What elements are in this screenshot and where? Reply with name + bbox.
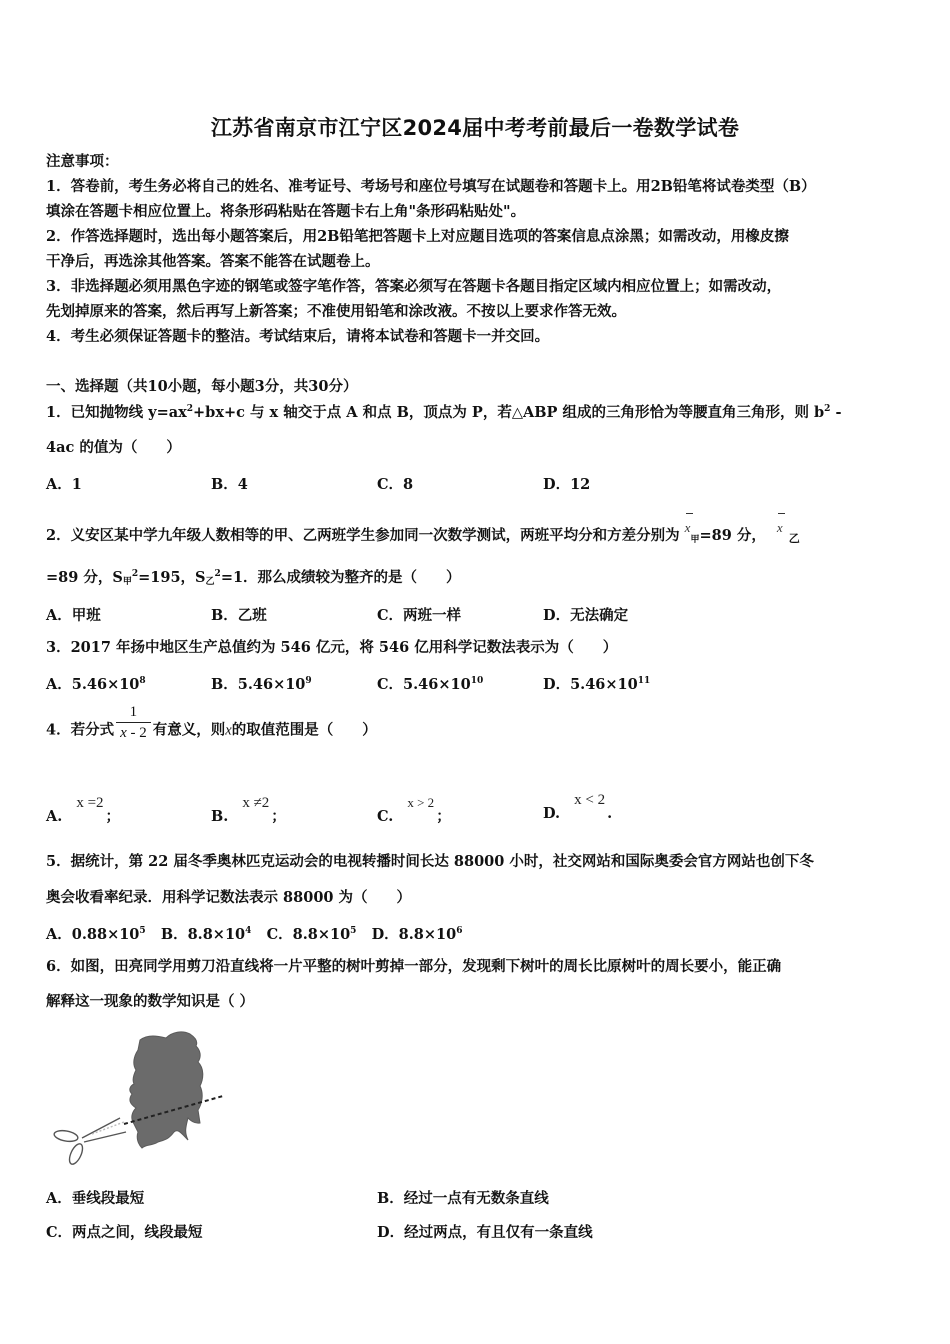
notice-line: 填涂在答题卡相应位置上。将条形码粘贴在答题卡右上角"条形码粘贴处"。 <box>46 203 526 220</box>
q6-option-c: C．两点之间，线段最短 <box>46 1224 203 1241</box>
q6-option-b: B．经过一点有无数条直线 <box>377 1190 549 1207</box>
question-5-line2: 奥会收看率纪录．用科学记数法表示 88000 为（ ） <box>46 889 412 906</box>
superscript: 5 <box>139 926 146 936</box>
option-math: x < 2 <box>574 792 606 808</box>
option-end: ； <box>271 808 286 825</box>
q6-option-a: A．垂线段最短 <box>46 1190 145 1207</box>
q5-option-b: B．8.8×10 <box>160 926 246 943</box>
q5-options <box>46 923 463 944</box>
q1-option-a: A．1 <box>46 476 82 493</box>
question-text: 的取值范围是（ ） <box>231 721 377 739</box>
section-heading: 一、选择题（共10小题，每小题3分，共30分） <box>46 378 358 395</box>
question-number: 5． <box>46 853 71 870</box>
superscript: 9 <box>305 676 312 686</box>
q2-option-a: A．甲班 <box>46 607 101 624</box>
question-text: 已知抛物线 y=ax <box>70 404 187 421</box>
question-text: 据统计，第 22 届冬季奥林匹克运动会的电视转播时间长达 88000 小时，社交网站和国际奥委会官方网站也创下冬 <box>70 853 814 870</box>
notice-line: 先划掉原来的答案，然后再写上新答案；不准使用铅笔和涂改液。不按以上要求作答无效。 <box>46 303 626 320</box>
variable: x <box>120 725 127 741</box>
x-bar-symbol: x <box>685 518 691 538</box>
question-number: 1． <box>46 404 71 421</box>
superscript: 2 <box>214 569 221 579</box>
question-6-line2: 解释这一现象的数学知识是（ ） <box>46 993 255 1010</box>
question-3 <box>46 638 617 658</box>
subscript: 甲 <box>690 535 700 545</box>
q3-option-c <box>377 673 483 694</box>
fraction <box>116 702 151 743</box>
option-end: ； <box>436 808 451 825</box>
notice-line: 3．非选择题必须用黑色字迹的钢笔或签字笔作答，答案必须写在答题卡各题目指定区域内相应位置上；如需改动， <box>46 278 782 295</box>
superscript: 8 <box>139 676 146 686</box>
question-2-line1 <box>46 518 800 546</box>
question-2-line2 <box>46 568 461 588</box>
question-6-line1 <box>46 957 781 977</box>
question-text: =89 分， <box>699 527 766 544</box>
leaf-icon <box>48 1028 248 1173</box>
superscript: 6 <box>456 926 463 936</box>
option-math: x > 2 <box>407 795 435 810</box>
question-1-line1 <box>46 403 841 423</box>
q1-option-c: C．8 <box>377 476 414 493</box>
option-end: . <box>607 805 613 822</box>
q5-option-d: D．8.8×10 <box>371 926 457 943</box>
notice-line: 2．作答选择题时，选出每小题答案后，用2B铅笔把答题卡上对应题目选项的答案信息点涂黑；如需改动，用橡皮擦 <box>46 228 789 245</box>
q3-option-d <box>543 673 650 694</box>
question-4 <box>46 704 377 751</box>
q4-option-c <box>377 795 451 826</box>
option-text: A．5.46×10 <box>46 676 140 693</box>
question-text: 有意义，则 <box>152 721 226 739</box>
question-number: 4． <box>46 721 71 739</box>
superscript: 10 <box>470 676 484 686</box>
q3-option-b <box>211 673 312 694</box>
question-text: =89 分，S <box>46 569 123 586</box>
fraction-denominator <box>116 722 151 743</box>
notice-line: 干净后，再选涂其他答案。答案不能答在试题卷上。 <box>46 253 380 270</box>
question-text: 2017 年扬中地区生产总值约为 546 亿元，将 546 亿用科学记数法表示为（ ） <box>70 639 618 656</box>
superscript: 2 <box>824 404 831 414</box>
question-text: =1．那么成绩较为整齐的是（ ） <box>220 569 461 586</box>
q1-option-b: B．4 <box>211 476 248 493</box>
notice-line: 1．答卷前，考生务必将自己的姓名、准考证号、考场号和座位号填写在试题卷和答题卡上。用2B铅笔将试卷类型（B） <box>46 178 816 195</box>
superscript: 11 <box>637 676 651 686</box>
superscript: 5 <box>350 926 357 936</box>
leaf-scissors-figure <box>48 1028 248 1173</box>
variable: x <box>225 722 232 739</box>
fraction-denominator-rest: - 2 <box>126 725 147 741</box>
q2-option-d: D．无法确定 <box>543 607 629 624</box>
subscript: 乙 <box>205 577 215 587</box>
question-number: 6． <box>46 958 71 975</box>
option-text: D．5.46×10 <box>543 676 638 693</box>
subscript: 甲 <box>122 577 132 587</box>
page-title: 江苏省南京市江宁区2024届中考考前最后一卷数学试卷 <box>210 116 740 140</box>
q5-option-a: A．0.88×10 <box>46 926 140 943</box>
q4-option-b <box>211 795 286 826</box>
q2-option-b: B．乙班 <box>211 607 267 624</box>
option-math: x =2 <box>76 795 104 811</box>
option-label: D. <box>543 805 561 822</box>
question-text: 如图，田亮同学用剪刀沿直线将一片平整的树叶剪掉一部分，发现剩下树叶的周长比原树叶的周长要小，能正确 <box>70 958 782 975</box>
notice-heading: 注意事项： <box>46 153 119 170</box>
q6-option-d: D．经过两点，有且仅有一条直线 <box>377 1224 593 1241</box>
q5-option-c: C．8.8×10 <box>266 926 351 943</box>
question-text: +bx+c 与 x 轴交于点 A 和点 B，顶点为 P，若△ABP 组成的三角形恰为等腰直角三角形，则 b <box>193 404 825 421</box>
notice-line: 4．考生必须保证答题卡的整洁。考试结束后，请将本试卷和答题卡一并交回。 <box>46 328 550 345</box>
question-number: 3． <box>46 639 71 656</box>
q4-option-a <box>46 795 121 826</box>
option-text: C．5.46×10 <box>377 676 471 693</box>
superscript: 4 <box>245 926 252 936</box>
option-math: x ≠2 <box>242 795 270 811</box>
fraction-numerator: 1 <box>129 704 138 720</box>
question-text: 义安区某中学九年级人数相等的甲、乙两班学生参加同一次数学测试，两班平均分和方差分别为 <box>70 527 680 544</box>
question-1-line2: 4ac 的值为（ ） <box>46 439 181 456</box>
subscript: 乙 <box>788 532 800 545</box>
superscript: 2 <box>131 569 139 579</box>
option-label: B. <box>211 808 229 825</box>
option-label: C. <box>377 808 394 825</box>
question-number: 2． <box>46 527 71 544</box>
option-label: A. <box>46 808 63 825</box>
x-bar-symbol: x <box>777 518 783 538</box>
question-5-line1 <box>46 852 814 872</box>
q3-option-a <box>46 673 146 694</box>
question-text: - <box>830 404 842 421</box>
superscript: 2 <box>186 404 194 414</box>
q2-option-c: C．两班一样 <box>377 607 462 624</box>
q4-option-d <box>543 792 613 823</box>
question-text: 若分式 <box>70 721 115 739</box>
question-text: =195，S <box>138 569 206 586</box>
option-end: ； <box>105 808 121 825</box>
q1-option-d: D．12 <box>543 476 591 493</box>
option-text: B．5.46×10 <box>211 676 306 693</box>
